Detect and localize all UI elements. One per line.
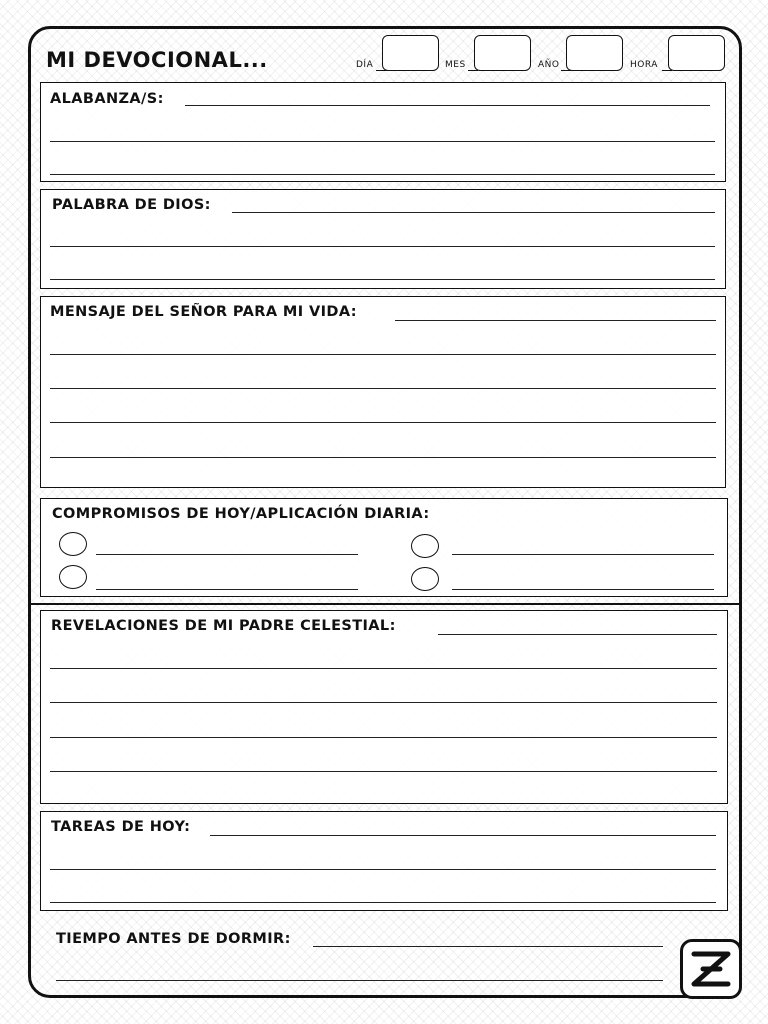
commitment-line-4[interactable]	[452, 589, 714, 590]
palabra-line-2[interactable]	[50, 246, 715, 247]
revelaciones-section	[40, 610, 728, 804]
alabanzas-line-2[interactable]	[50, 141, 715, 142]
revelaciones-line-4[interactable]	[50, 737, 717, 738]
revelaciones-label: REVELACIONES DE MI PADRE CELESTIAL:	[51, 618, 396, 634]
revelaciones-line-1[interactable]	[438, 634, 717, 635]
revelaciones-line-3[interactable]	[50, 702, 717, 703]
tiempo-line-1[interactable]	[313, 946, 663, 947]
revelaciones-line-2[interactable]	[50, 668, 717, 669]
palabra-line-1[interactable]	[232, 212, 715, 213]
commitment-checkbox-3[interactable]	[59, 565, 87, 589]
palabra-label: PALABRA DE DIOS:	[52, 197, 211, 213]
page-divider	[28, 603, 742, 605]
alabanzas-line-1[interactable]	[185, 105, 710, 106]
commitment-checkbox-1[interactable]	[59, 532, 87, 556]
revelaciones-line-5[interactable]	[50, 771, 717, 772]
z-logo-svg	[683, 942, 739, 996]
year-input[interactable]	[566, 35, 623, 71]
tareas-line-1[interactable]	[210, 835, 716, 836]
page-title: MI DEVOCIONAL...	[46, 48, 268, 72]
mensaje-line-2[interactable]	[50, 354, 716, 355]
hour-label: HORA	[630, 60, 658, 70]
mensaje-line-1[interactable]	[395, 320, 716, 321]
mensaje-line-3[interactable]	[50, 388, 716, 389]
mensaje-section	[40, 296, 726, 488]
tareas-line-3[interactable]	[50, 902, 716, 903]
tareas-label: TAREAS DE HOY:	[51, 819, 191, 835]
alabanzas-line-3[interactable]	[50, 174, 715, 175]
mensaje-label: MENSAJE DEL SEÑOR PARA MI VIDA:	[50, 304, 357, 320]
tiempo-label: TIEMPO ANTES DE DORMIR:	[56, 931, 291, 947]
commitment-checkbox-2[interactable]	[411, 534, 439, 558]
mensaje-line-5[interactable]	[50, 457, 716, 458]
month-input[interactable]	[474, 35, 531, 71]
year-label: AÑO	[538, 60, 560, 70]
tareas-line-2[interactable]	[50, 869, 716, 870]
day-label: DÍA	[356, 60, 374, 70]
commitment-line-3[interactable]	[96, 589, 358, 590]
hour-input[interactable]	[668, 35, 725, 71]
commitment-line-2[interactable]	[452, 554, 714, 555]
day-input[interactable]	[382, 35, 439, 71]
mensaje-line-4[interactable]	[50, 422, 716, 423]
commitment-checkbox-4[interactable]	[411, 567, 439, 591]
commitment-line-1[interactable]	[96, 554, 358, 555]
alabanzas-label: ALABANZA/S:	[50, 91, 164, 107]
palabra-line-3[interactable]	[50, 279, 715, 280]
month-label: MES	[445, 60, 466, 70]
z-logo-icon	[680, 939, 742, 999]
tiempo-line-2[interactable]	[56, 980, 663, 981]
compromisos-label: COMPROMISOS DE HOY/APLICACIÓN DIARIA:	[52, 506, 430, 522]
